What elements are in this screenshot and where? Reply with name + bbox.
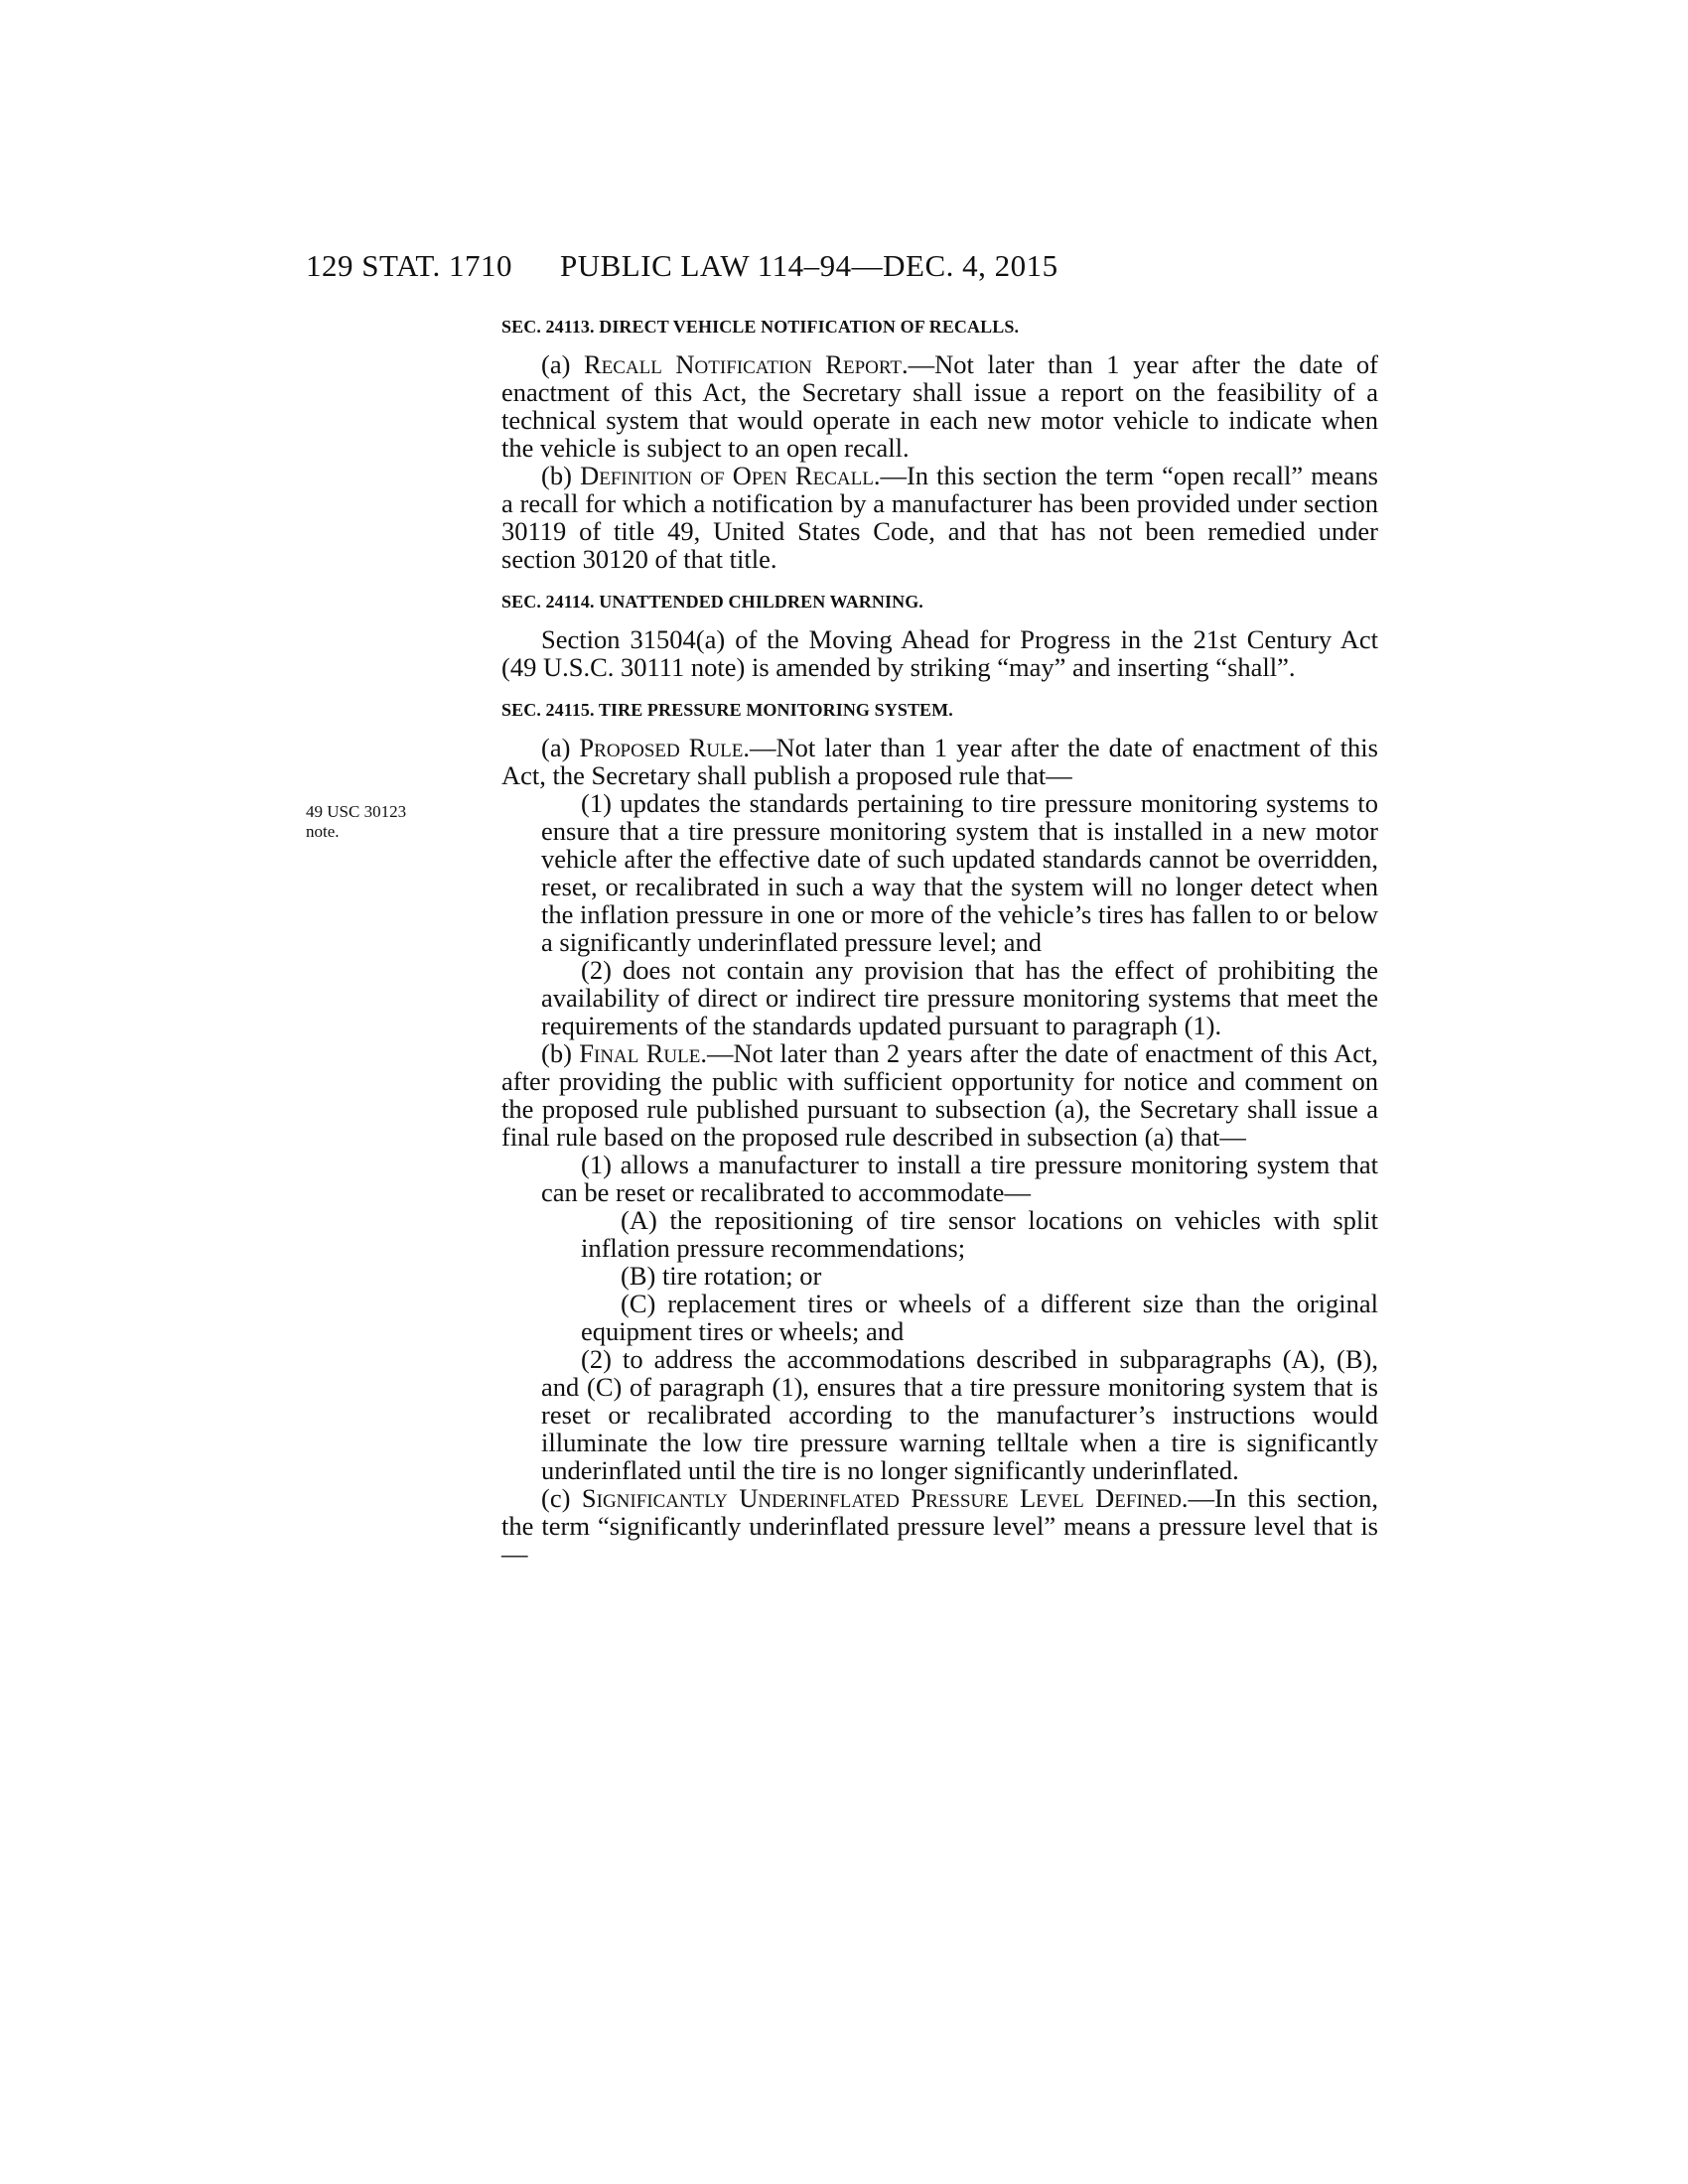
subsection-caption: Significantly Underinflated Pressure Level Defined xyxy=(581,1483,1182,1513)
subsection-caption: Proposed Rule xyxy=(579,733,744,762)
margin-note-suffix: note. xyxy=(306,822,340,841)
subsection-caption: Definition of Open Recall xyxy=(580,461,874,490)
subsection-24115-c xyxy=(501,1484,1378,1568)
stat-page-number: 129 STAT. 1710 xyxy=(306,248,513,283)
subsection-text: .—In this section, the term “significantly underinflated pressure level” means a pressure level that is— xyxy=(501,1483,1378,1569)
subsection-24115-a xyxy=(501,734,1378,789)
subsection-label: (c) xyxy=(541,1483,582,1513)
paragraph-24115-b-1: (1) allows a manufacturer to install a tire pressure monitoring system that can be reset or recalibrated to accommodate— xyxy=(541,1150,1378,1207)
subsection-text: .—Not later than 1 year after the date of enactment of this Act, the Secretary shall issue a report on the feasibility of a technical system that would operate in each new motor vehicle to indicate when the vehicle is subject to an open recall. xyxy=(501,349,1378,463)
page-body xyxy=(501,316,1378,1568)
subsection-caption: Final Rule xyxy=(579,1038,701,1068)
subsection-label: (a) xyxy=(541,349,584,379)
subsection-label: (b) xyxy=(541,461,581,490)
subparagraph-24115-b-1-A: (A) the repositioning of tire sensor locations on vehicles with split inflation pressure recommendations; xyxy=(581,1205,1378,1263)
margin-note xyxy=(306,802,406,842)
section-heading-24114: SEC. 24114. UNATTENDED CHILDREN WARNING. xyxy=(501,592,923,612)
subsection-label: (a) xyxy=(541,733,580,762)
subsection-text: .—In this section the term “open recall” means a recall for which a notification by a manufacturer has been provided under section 30119 of title 49, United States Code, and that has not been remedied under section 30120 of that title. xyxy=(501,461,1378,574)
subsection-24113-a xyxy=(501,350,1378,462)
subparagraph-24115-b-1-C: (C) replacement tires or wheels of a different size than the original equipment tires or wheels; and xyxy=(581,1289,1378,1346)
paragraph-24115-a-2: (2) does not contain any provision that has the effect of prohibiting the availability of direct or indirect tire pressure monitoring systems that meet the requirements of the standards updated pursuant to paragraph (1). xyxy=(541,955,1378,1040)
running-header: PUBLIC LAW 114–94—DEC. 4, 2015 xyxy=(560,248,1058,283)
subsection-text: .—Not later than 2 years after the date of enactment of this Act, after providing the public with sufficient opportunity for notice and comment on the proposed rule published pursuant to subsection (a), the Secretary shall issue a final rule based on the proposed rule described in subsection (a) that— xyxy=(501,1038,1378,1152)
subparagraph-24115-b-1-B: (B) tire rotation; or xyxy=(621,1261,822,1291)
section-24114-text: Section 31504(a) of the Moving Ahead for Progress in the 21st Century Act (49 U.S.C. 30111 note) is amended by striking “may” and inserting “shall”. xyxy=(501,624,1378,682)
subsection-24113-b xyxy=(501,462,1378,573)
section-heading-24113: SEC. 24113. DIRECT VEHICLE NOTIFICATION OF RECALLS. xyxy=(501,317,1020,337)
paragraph-24115-b-2: (2) to address the accommodations described in subparagraphs (A), (B), and (C) of paragraph (1), ensures that a tire pressure monitoring system that is reset or recalibrated according to the manufacturer’s instructions would illuminate the low tire pressure warning telltale when a tire is significantly underinflated until the tire is no longer significantly underinflated. xyxy=(541,1344,1378,1485)
paragraph-24115-a-1: (1) updates the standards pertaining to tire pressure monitoring systems to ensure that a tire pressure monitoring system that is installed in a new motor vehicle after the effective date of such updated standards cannot be overridden, reset, or recalibrated in such a way that the system will no longer detect when the inflation pressure in one or more of the vehicle’s tires has fallen to or below a significantly underinflated pressure level; and xyxy=(541,788,1378,957)
subsection-caption: Recall Notification Report xyxy=(583,349,903,379)
subsection-text: .—Not later than 1 year after the date of enactment of this Act, the Secretary shall publish a proposed rule that— xyxy=(501,733,1378,790)
subsection-label: (b) xyxy=(541,1038,580,1068)
section-heading-24115: SEC. 24115. TIRE PRESSURE MONITORING SYSTEM. xyxy=(501,700,953,720)
margin-note-citation: 49 USC 30123 xyxy=(306,802,407,821)
subsection-24115-b xyxy=(501,1039,1378,1151)
